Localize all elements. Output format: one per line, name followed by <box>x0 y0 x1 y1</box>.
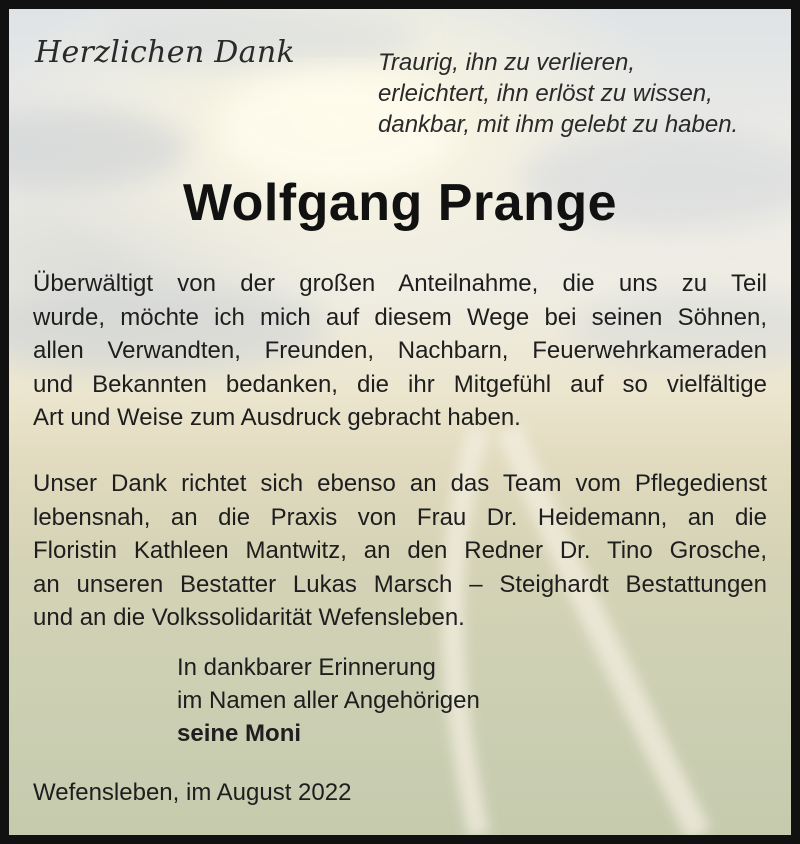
paragraph-line: lebensnah, an die Praxis von Frau Dr. Heidemann, an die <box>33 503 767 531</box>
obituary-notice <box>9 9 791 835</box>
closing-block <box>177 651 480 750</box>
paragraph-line: und an die Volkssolidarität Wefensleben. <box>33 604 465 631</box>
thanks-paragraph-2 <box>33 467 767 635</box>
paragraph-line: Unser Dank richtet sich ebenso an das Team vom Pflegedienst <box>33 470 767 497</box>
verse-line: Traurig, ihn zu verlieren, <box>378 49 635 76</box>
thanks-paragraph-1 <box>33 267 767 435</box>
paragraph-line: wurde, möchte ich mich auf diesem Wege bei seinen Söhnen, <box>33 303 767 331</box>
paragraph-line: Floristin Kathleen Mantwitz, an den Redner Dr. Tino Grosche, <box>33 537 767 564</box>
deceased-name: Wolfgang Prange <box>182 174 618 232</box>
signer-name: seine Moni <box>177 720 302 747</box>
verse-block <box>378 47 738 140</box>
place-and-date: Wefensleben, im August 2022 <box>33 779 352 806</box>
closing-line: im Namen aller Angehörigen <box>177 687 480 714</box>
closing-line: In dankbarer Erinnerung <box>177 654 436 681</box>
paragraph-line: allen Verwandten, Freunden, Nachbarn, Feuerwehrkameraden <box>33 337 767 364</box>
heading-thanks: Herzlichen Dank <box>35 35 295 70</box>
paragraph-line: Art und Weise zum Ausdruck gebracht haben. <box>33 404 521 431</box>
paragraph-line: Überwältigt von der großen Anteilnahme, die uns zu Teil <box>33 270 767 297</box>
paragraph-line: an unseren Bestatter Lukas Marsch – Steighardt Bestattungen <box>33 570 767 598</box>
verse-line: erleichtert, ihn erlöst zu wissen, <box>378 80 713 107</box>
paragraph-line: und Bekannten bedanken, die ihr Mitgefühl auf so vielfältige <box>33 370 767 398</box>
verse-line: dankbar, mit ihm gelebt zu haben. <box>378 111 739 138</box>
